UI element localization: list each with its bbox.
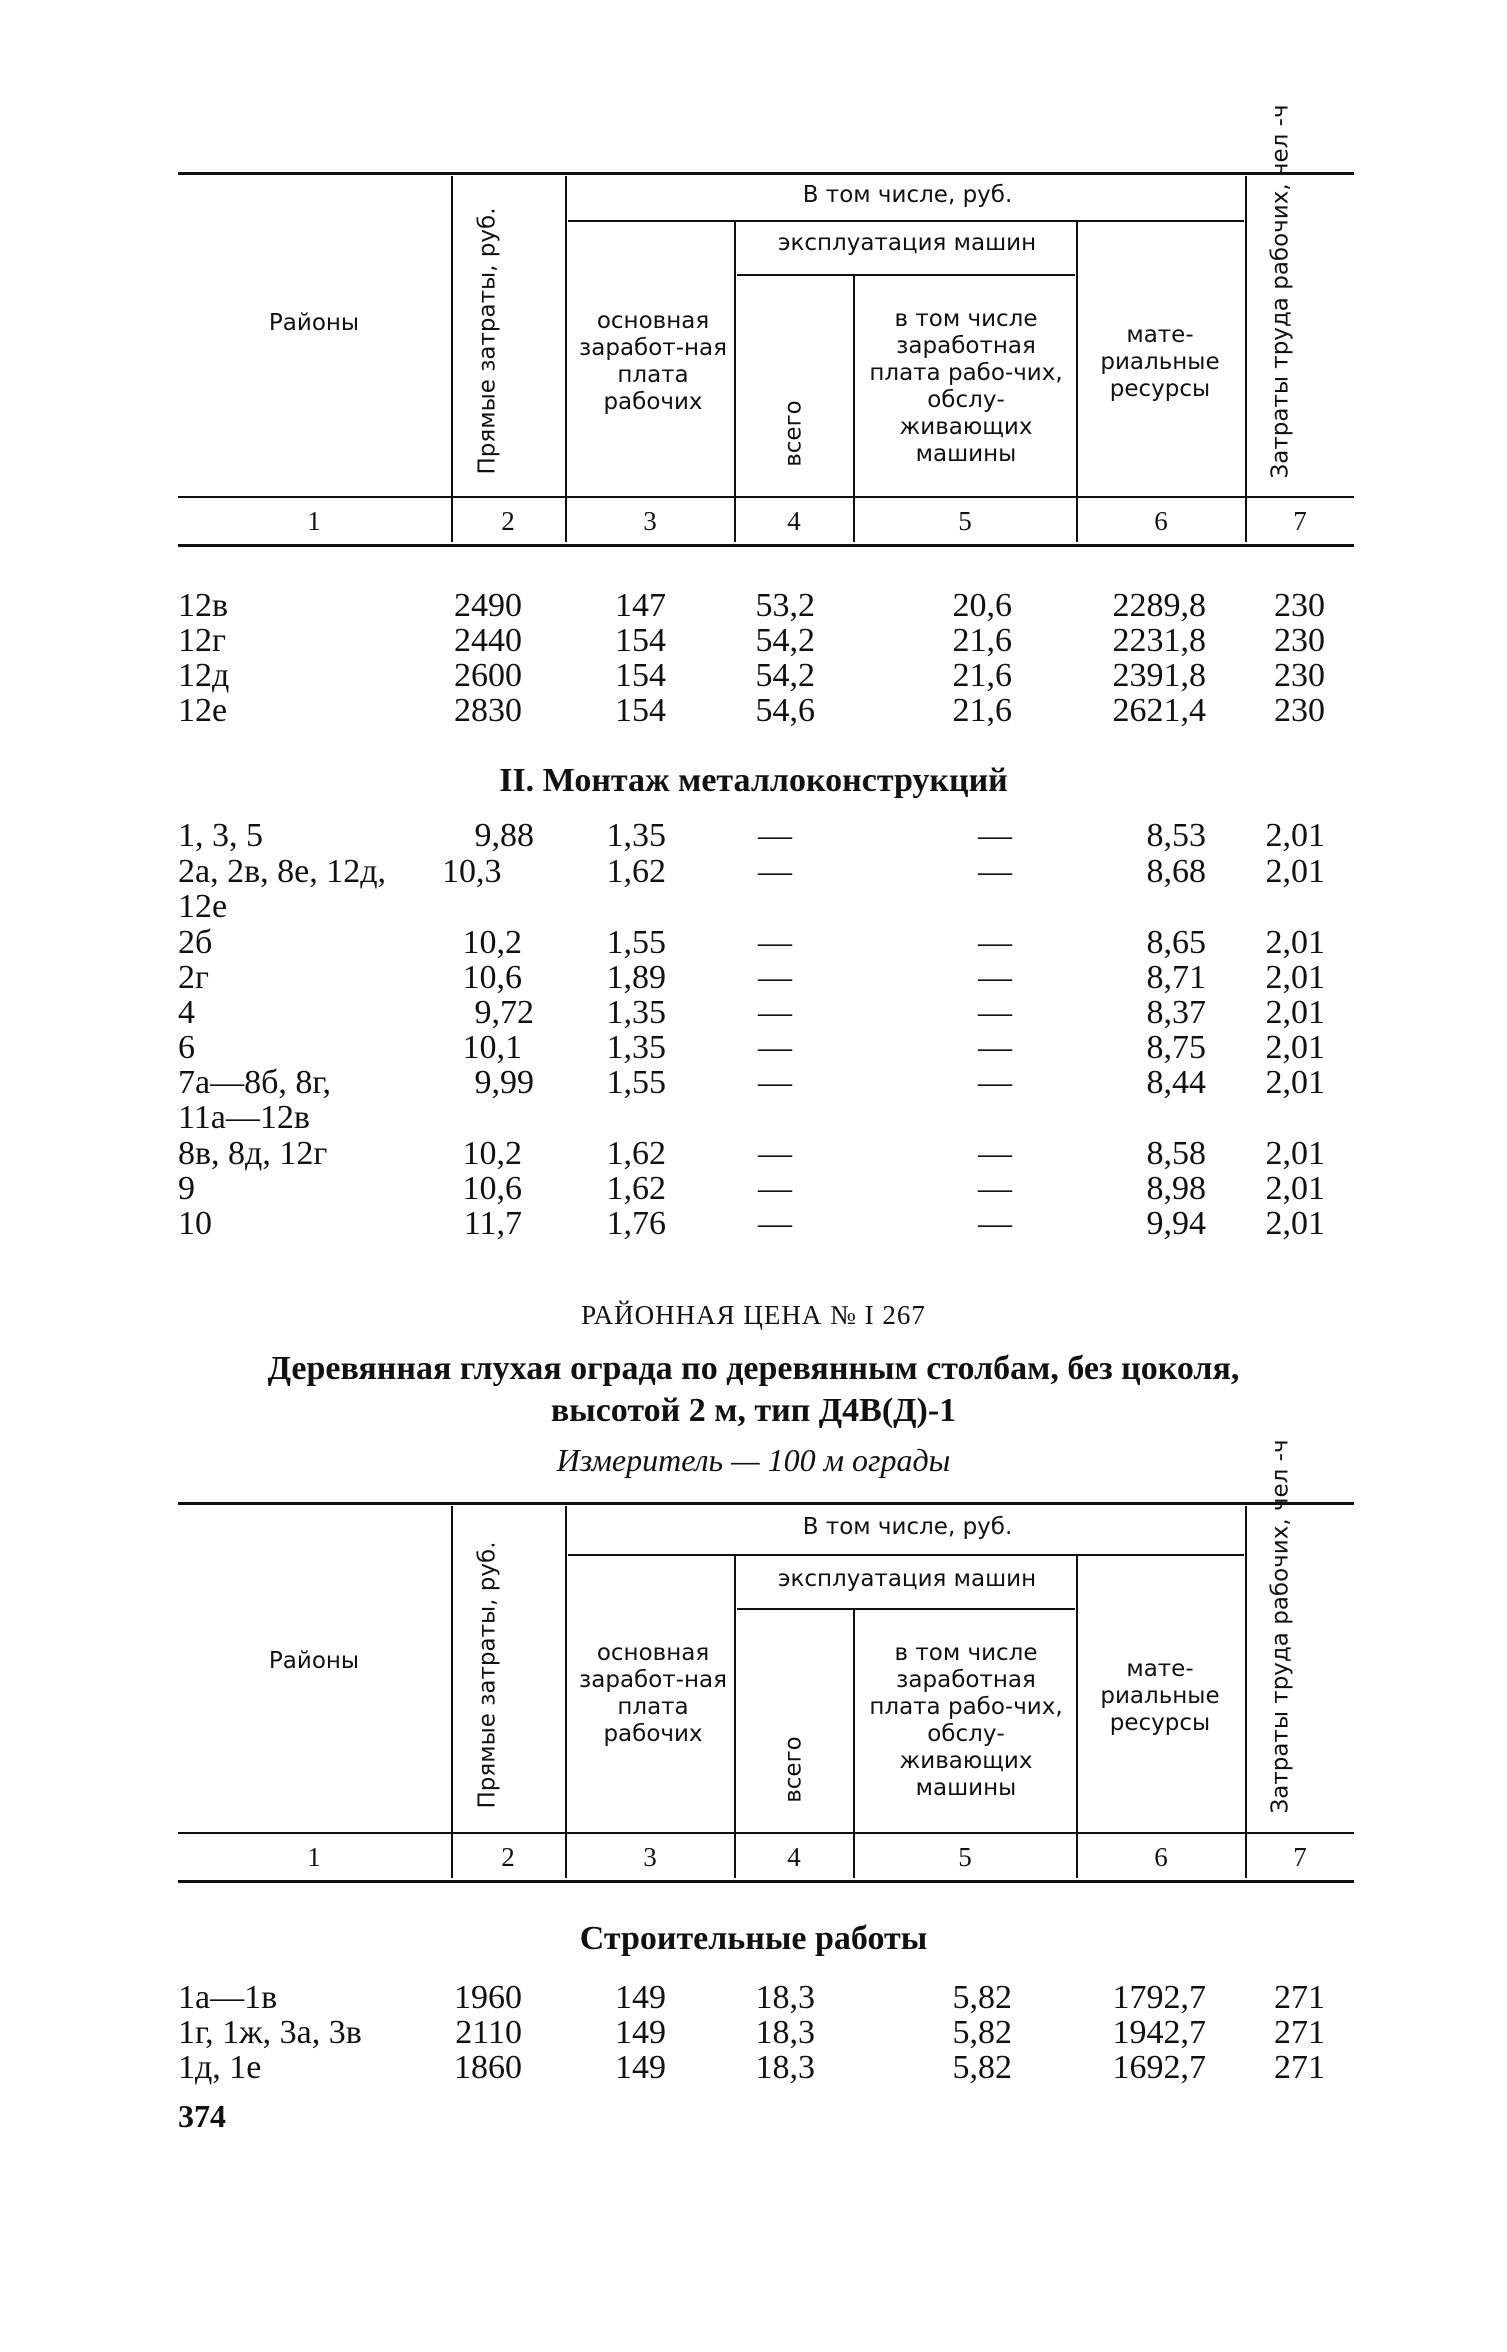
cell-labor: 2,01 xyxy=(1265,1135,1325,1172)
cell-wage: 154 xyxy=(615,622,666,659)
rule xyxy=(1076,1556,1078,1878)
cell-materials: 8,75 xyxy=(1146,1029,1206,1066)
cell-machines-total: 18,3 xyxy=(755,1979,815,2016)
cell-materials: 1792,7 xyxy=(1112,1979,1206,2016)
cell-direct: 10,6 xyxy=(462,959,522,996)
table-row xyxy=(0,1206,1507,1242)
col-number: 1 xyxy=(307,506,321,536)
cell-wage: 1,62 xyxy=(606,1170,666,1207)
cell-direct: 2440 xyxy=(454,622,522,659)
cell-materials: 2289,8 xyxy=(1112,587,1206,624)
cell-materials: 8,98 xyxy=(1146,1170,1206,1207)
machine-operation-header: эксплуатация машин xyxy=(777,230,1037,256)
cell-labor: 230 xyxy=(1274,622,1325,659)
rule xyxy=(737,1608,1075,1610)
rule xyxy=(451,176,453,542)
cell-district: 6 xyxy=(178,1029,195,1066)
rule xyxy=(178,1502,1354,1505)
cell-wage: 1,89 xyxy=(606,959,666,996)
cell-labor: 230 xyxy=(1274,657,1325,694)
cell-direct: 9,88 xyxy=(474,817,534,854)
cell-wage: 154 xyxy=(615,657,666,694)
cell-district: 12г xyxy=(178,622,226,659)
cell-direct: 10,2 xyxy=(462,924,522,961)
cell-district: 12д xyxy=(178,657,230,694)
rule xyxy=(178,1880,1354,1883)
table-row xyxy=(0,1065,1507,1101)
direct-costs-header: Прямые затраты, руб. xyxy=(474,1541,501,1809)
cell-direct: 9,99 xyxy=(474,1064,534,1101)
table-row xyxy=(0,1030,1507,1066)
rule xyxy=(568,1554,1244,1556)
cell-direct: 10,1 xyxy=(462,1029,522,1066)
cell-district: 2а, 2в, 8е, 12д, xyxy=(178,853,387,890)
col-number: 3 xyxy=(643,506,657,536)
col-number: 4 xyxy=(787,1842,801,1872)
document-title-line2: высотой 2 м, тип Д4В(Д)-1 xyxy=(550,1392,957,1429)
table-row xyxy=(0,2015,1507,2051)
cell-machines-wage: 21,6 xyxy=(952,622,1012,659)
table-row xyxy=(0,693,1507,729)
cell-direct: 10,2 xyxy=(462,1135,522,1172)
cell-wage: 154 xyxy=(615,692,666,729)
cell-district: 10 xyxy=(178,1205,212,1242)
cell-labor: 271 xyxy=(1274,2014,1325,2051)
cell-labor: 271 xyxy=(1274,1979,1325,2016)
cell-machines-total: — xyxy=(758,959,792,996)
cell-machines-wage: 20,6 xyxy=(952,587,1012,624)
cell-machines-total: — xyxy=(758,853,792,890)
rule xyxy=(853,1610,855,1878)
cell-materials: 9,94 xyxy=(1146,1205,1206,1242)
total-header: всего xyxy=(780,1736,807,1803)
cell-wage: 149 xyxy=(615,1979,666,2016)
cell-direct: 2600 xyxy=(454,657,522,694)
table-row xyxy=(0,1980,1507,2016)
cell-machines-total: — xyxy=(758,817,792,854)
including-wage-header: в том числе заработная плата рабо-чих, обслу-живающих машины xyxy=(869,1640,1063,1801)
col-number: 7 xyxy=(1293,1842,1307,1872)
rule xyxy=(451,1506,453,1878)
material-resources-header: мате-риальные ресурсы xyxy=(1100,1656,1220,1736)
document-title-line1: Деревянная глухая ограда по деревянным столбам, без цоколя, xyxy=(267,1350,1240,1387)
table-row xyxy=(0,1171,1507,1207)
cell-materials: 8,44 xyxy=(1146,1064,1206,1101)
cell-materials: 2231,8 xyxy=(1112,622,1206,659)
page-number: 374 xyxy=(178,2098,226,2134)
cell-machines-wage: — xyxy=(978,1029,1012,1066)
cell-wage: 149 xyxy=(615,2049,666,2086)
cell-wage: 1,55 xyxy=(606,924,666,961)
cell-direct: 2110 xyxy=(455,2014,522,2051)
cell-district: 1, 3, 5 xyxy=(178,817,263,854)
cell-direct: 2490 xyxy=(454,587,522,624)
col-number: 2 xyxy=(501,1842,515,1872)
cell-machines-wage: — xyxy=(978,924,1012,961)
machine-operation-header: эксплуатация машин xyxy=(777,1566,1037,1592)
cell-direct: 1960 xyxy=(454,1979,522,2016)
cell-direct: 10,6 xyxy=(462,1170,522,1207)
cell-wage: 1,62 xyxy=(606,853,666,890)
cell-machines-total: — xyxy=(758,994,792,1031)
cell-district: 11а—12в xyxy=(178,1099,310,1136)
cell-district: 2б xyxy=(178,924,213,961)
cell-machines-wage: 5,82 xyxy=(952,1979,1012,2016)
cell-labor: 271 xyxy=(1274,2049,1325,2086)
cell-machines-total: — xyxy=(758,1064,792,1101)
cell-district: 9 xyxy=(178,1170,195,1207)
cell-district: 4 xyxy=(178,994,195,1031)
table-row xyxy=(0,1136,1507,1172)
col-number: 6 xyxy=(1154,1842,1168,1872)
cell-wage: 1,76 xyxy=(606,1205,666,1242)
rule xyxy=(565,1506,567,1878)
col-number: 6 xyxy=(1154,506,1168,536)
cell-machines-wage: — xyxy=(978,994,1012,1031)
table-row xyxy=(0,2050,1507,2086)
rule xyxy=(568,220,1244,222)
cell-materials: 2391,8 xyxy=(1112,657,1206,694)
cell-machines-wage: 21,6 xyxy=(952,657,1012,694)
table-row xyxy=(0,818,1507,854)
cell-materials: 8,53 xyxy=(1146,817,1206,854)
rule xyxy=(734,1556,736,1878)
cell-labor: 2,01 xyxy=(1265,994,1325,1031)
cell-direct: 1860 xyxy=(454,2049,522,2086)
cell-machines-total: — xyxy=(758,924,792,961)
cell-wage: 1,35 xyxy=(606,1029,666,1066)
col-number: 1 xyxy=(307,1842,321,1872)
cell-district: 1г, 1ж, 3а, 3в xyxy=(178,2014,362,2051)
including-header: В том числе, руб. xyxy=(802,1514,1013,1540)
cell-machines-total: 53,2 xyxy=(755,587,815,624)
price-heading: РАЙОННАЯ ЦЕНА № I 267 xyxy=(581,1300,926,1330)
cell-district: 12в xyxy=(178,587,229,624)
cell-machines-total: 54,2 xyxy=(755,622,815,659)
cell-district: 7а—8б, 8г, xyxy=(178,1064,331,1101)
table-row xyxy=(0,854,1507,890)
cell-machines-wage: 5,82 xyxy=(952,2049,1012,2086)
cell-direct: 2830 xyxy=(454,692,522,729)
rule xyxy=(1245,176,1247,542)
cell-labor: 230 xyxy=(1274,587,1325,624)
cell-machines-total: 54,2 xyxy=(755,657,815,694)
cell-wage: 149 xyxy=(615,2014,666,2051)
cell-district: 1а—1в xyxy=(178,1979,278,2016)
cell-materials: 2621,4 xyxy=(1112,692,1206,729)
cell-machines-total: — xyxy=(758,1170,792,1207)
rule xyxy=(1076,222,1078,542)
col-number: 5 xyxy=(958,1842,972,1872)
cell-district: 12е xyxy=(178,888,228,925)
col-number: 7 xyxy=(1293,506,1307,536)
including-header: В том числе, руб. xyxy=(802,182,1013,208)
table-row xyxy=(0,889,1507,925)
cell-machines-wage: — xyxy=(978,817,1012,854)
direct-costs-header: Прямые затраты, руб. xyxy=(474,207,501,475)
labor-costs-header: Затраты труда рабочих, чел -ч xyxy=(1267,104,1294,479)
total-header: всего xyxy=(780,400,807,467)
cell-labor: 2,01 xyxy=(1265,1064,1325,1101)
cell-wage: 1,55 xyxy=(606,1064,666,1101)
districts-header: Районы xyxy=(268,1648,360,1674)
cell-district: 12е xyxy=(178,692,228,729)
col-number: 2 xyxy=(501,506,515,536)
rule xyxy=(178,496,1354,498)
cell-district: 8в, 8д, 12г xyxy=(178,1135,328,1172)
cell-machines-total: — xyxy=(758,1135,792,1172)
table-row xyxy=(0,960,1507,996)
col-number: 4 xyxy=(787,506,801,536)
cell-materials: 8,71 xyxy=(1146,959,1206,996)
rule xyxy=(178,172,1354,175)
table-row xyxy=(0,925,1507,961)
cell-machines-wage: — xyxy=(978,1064,1012,1101)
rule xyxy=(565,176,567,542)
cell-wage: 1,35 xyxy=(606,817,666,854)
districts-header: Районы xyxy=(268,310,360,336)
section-title: II. Монтаж металлоконструкций xyxy=(499,762,1008,799)
cell-labor: 2,01 xyxy=(1265,1029,1325,1066)
cell-labor: 230 xyxy=(1274,692,1325,729)
cell-direct: 9,72 xyxy=(474,994,534,1031)
cell-district: 1д, 1е xyxy=(178,2049,262,2086)
cell-machines-wage: — xyxy=(978,1170,1012,1207)
section-title: Строительные работы xyxy=(579,1920,928,1957)
cell-materials: 8,37 xyxy=(1146,994,1206,1031)
rule xyxy=(1245,1506,1247,1878)
rule xyxy=(178,1832,1354,1834)
cell-machines-wage: 21,6 xyxy=(952,692,1012,729)
table-row xyxy=(0,588,1507,624)
cell-machines-total: 54,6 xyxy=(755,692,815,729)
cell-materials: 8,65 xyxy=(1146,924,1206,961)
table-row xyxy=(0,995,1507,1031)
cell-wage: 1,35 xyxy=(606,994,666,1031)
table-row xyxy=(0,623,1507,659)
labor-costs-header: Затраты труда рабочих, чел -ч xyxy=(1267,1439,1294,1814)
cell-machines-wage: — xyxy=(978,1205,1012,1242)
cell-materials: 1942,7 xyxy=(1112,2014,1206,2051)
cell-materials: 8,68 xyxy=(1146,853,1206,890)
cell-direct: 10,3 xyxy=(442,853,502,890)
cell-labor: 2,01 xyxy=(1265,924,1325,961)
cell-machines-wage: — xyxy=(978,1135,1012,1172)
cell-direct: 11,7 xyxy=(463,1205,522,1242)
cell-machines-total: — xyxy=(758,1029,792,1066)
cell-labor: 2,01 xyxy=(1265,959,1325,996)
table-row xyxy=(0,658,1507,694)
rule xyxy=(853,276,855,542)
base-wage-header: основная заработ-ная плата рабочих xyxy=(579,1640,727,1747)
cell-machines-total: 18,3 xyxy=(755,2049,815,2086)
cell-wage: 1,62 xyxy=(606,1135,666,1172)
cell-labor: 2,01 xyxy=(1265,817,1325,854)
cell-labor: 2,01 xyxy=(1265,853,1325,890)
cell-machines-wage: 5,82 xyxy=(952,2014,1012,2051)
cell-machines-wage: — xyxy=(978,959,1012,996)
material-resources-header: мате-риальные ресурсы xyxy=(1100,322,1220,402)
col-number: 3 xyxy=(643,1842,657,1872)
rule xyxy=(737,274,1075,276)
base-wage-header: основная заработ-ная плата рабочих xyxy=(579,308,727,415)
cell-district: 2г xyxy=(178,959,209,996)
rule xyxy=(734,222,736,542)
cell-machines-total: 18,3 xyxy=(755,2014,815,2051)
cell-labor: 2,01 xyxy=(1265,1170,1325,1207)
rule xyxy=(178,544,1354,547)
measure-unit: Измеритель — 100 м ограды xyxy=(556,1442,951,1478)
col-number: 5 xyxy=(958,506,972,536)
cell-materials: 1692,7 xyxy=(1112,2049,1206,2086)
cell-wage: 147 xyxy=(615,587,666,624)
cell-machines-wage: — xyxy=(978,853,1012,890)
cell-materials: 8,58 xyxy=(1146,1135,1206,1172)
cell-machines-total: — xyxy=(758,1205,792,1242)
table-row xyxy=(0,1100,1507,1136)
cell-labor: 2,01 xyxy=(1265,1205,1325,1242)
including-wage-header: в том числе заработная плата рабо-чих, обслу-живающих машины xyxy=(869,306,1063,467)
